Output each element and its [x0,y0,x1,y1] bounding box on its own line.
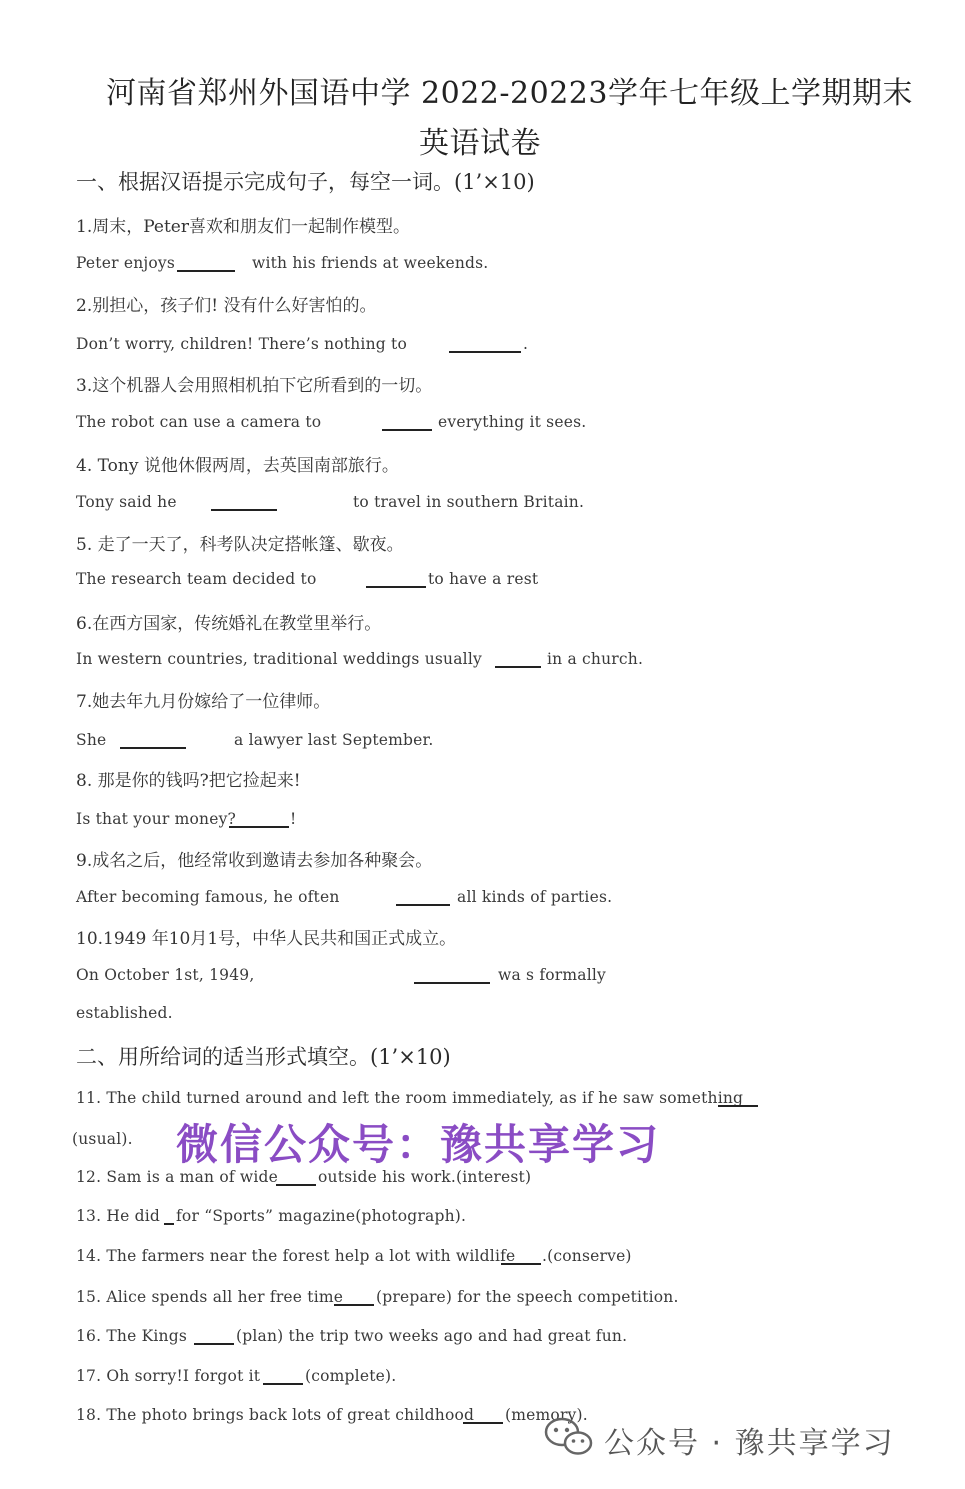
q3-en-b: everything it sees. [438,413,587,431]
q5-cn: 5. 走了一天了，科考队决定搭帐篷、歇夜。 [76,535,404,555]
q2-en-b: . [523,335,529,353]
q16-a: 16. The Kings [76,1327,187,1345]
q14-b: .(conserve) [542,1247,632,1265]
q17-b: (complete). [305,1367,397,1385]
q1-blank[interactable] [177,270,235,272]
q5-en-a: The research team decided to [76,570,317,588]
q18-b: (memory). [505,1406,588,1424]
q1-cn: 1.周末，Peter喜欢和朋友们一起制作模型。 [76,217,410,237]
q12-a: 12. Sam is a man of wide [76,1168,279,1186]
q11-b: (usual). [72,1130,133,1148]
q16-blank[interactable] [194,1343,234,1345]
q14-a: 14. The farmers near the forest help a lot with wildlife [76,1247,516,1265]
section1-heading: 一、根据汉语提示完成句子，每空一词。(1’×10) [76,170,535,194]
q7-cn: 7.她去年九月份嫁给了一位律师。 [76,692,331,712]
q15-blank[interactable] [334,1304,374,1306]
q7-en-a: She [76,731,107,749]
q8-blank[interactable] [229,826,289,828]
q10-blank[interactable] [414,982,490,984]
wechat-icon [544,1414,594,1458]
q2-en-a: Don’t worry, children! There’s nothing to [76,335,407,353]
q4-en-a: Tony said he [76,493,177,511]
q18-a: 18. The photo brings back lots of great childhood [76,1406,475,1424]
q4-blank[interactable] [211,509,277,511]
q17-blank[interactable] [263,1383,303,1385]
q4-cn: 4. Tony 说他休假两周，去英国南部旅行。 [76,456,399,476]
q18-blank[interactable] [463,1422,503,1424]
q9-en-b: all kinds of parties. [457,888,613,906]
page-title-line1: 河南省郑州外国语中学 2022-20223学年七年级上学期期末 [106,76,913,111]
q6-en-b: in a church. [547,650,644,668]
q10-en-b: wa s formally [498,966,607,984]
q12-blank[interactable] [276,1184,316,1186]
q15-a: 15. Alice spends all her free time [76,1288,344,1306]
q8-cn: 8. 那是你的钱吗?把它捡起来! [76,771,301,791]
page-title-line2: 英语试卷 [419,126,541,161]
q5-blank[interactable] [366,586,426,588]
q7-en-b: a lawyer last September. [234,731,434,749]
q6-blank[interactable] [495,666,541,668]
q15-b: (prepare) for the speech competition. [376,1288,679,1306]
q10-en-c: established. [76,1004,173,1022]
q10-en-a: On October 1st, 1949, [76,966,255,984]
q12-b: outside his work.(interest) [318,1168,532,1186]
q9-blank[interactable] [396,904,450,906]
q3-en-a: The robot can use a camera to [76,413,322,431]
q16-b: (plan) the trip two weeks ago and had great fun. [236,1327,628,1345]
q11-a: 11. The child turned around and left the room immediately, as if he saw something [76,1089,744,1107]
q7-blank[interactable] [120,747,186,749]
q9-en-a: After becoming famous, he often [76,888,340,906]
q14-blank[interactable] [501,1263,541,1265]
q6-cn: 6.在西方国家，传统婚礼在教堂里举行。 [76,614,382,634]
q5-en-b: to have a rest [428,570,539,588]
q1-en-b: with his friends at weekends. [252,254,489,272]
section2-heading: 二、用所给词的适当形式填空。(1’×10) [76,1045,451,1069]
q3-blank[interactable] [382,429,432,431]
footer-account-name: 公众号 · 豫共享学习 [604,1426,895,1461]
q3-cn: 3.这个机器人会用照相机拍下它所看到的一切。 [76,376,433,396]
q13-a: 13. He did [76,1207,160,1225]
q2-blank[interactable] [449,351,521,353]
q8-en-a: Is that your money? [76,810,237,828]
q17-a: 17. Oh sorry!I forgot it [76,1367,261,1385]
q13-blank[interactable] [164,1223,174,1225]
q2-cn: 2.别担心，孩子们! 没有什么好害怕的。 [76,296,377,316]
q11-blank[interactable] [718,1105,758,1107]
q10-cn: 10.1949 年10月1号，中华人民共和国正式成立。 [76,929,457,949]
q8-en-b: ! [290,810,297,828]
q9-cn: 9.成名之后，他经常收到邀请去参加各种聚会。 [76,851,433,871]
watermark: 微信公众号：豫共享学习 [176,1120,661,1169]
q4-en-b: to travel in southern Britain. [353,493,585,511]
q1-en-a: Peter enjoys [76,254,176,272]
q13-b: for “Sports” magazine(photograph). [176,1207,467,1225]
q6-en-a: In western countries, traditional weddings usually [76,650,482,668]
